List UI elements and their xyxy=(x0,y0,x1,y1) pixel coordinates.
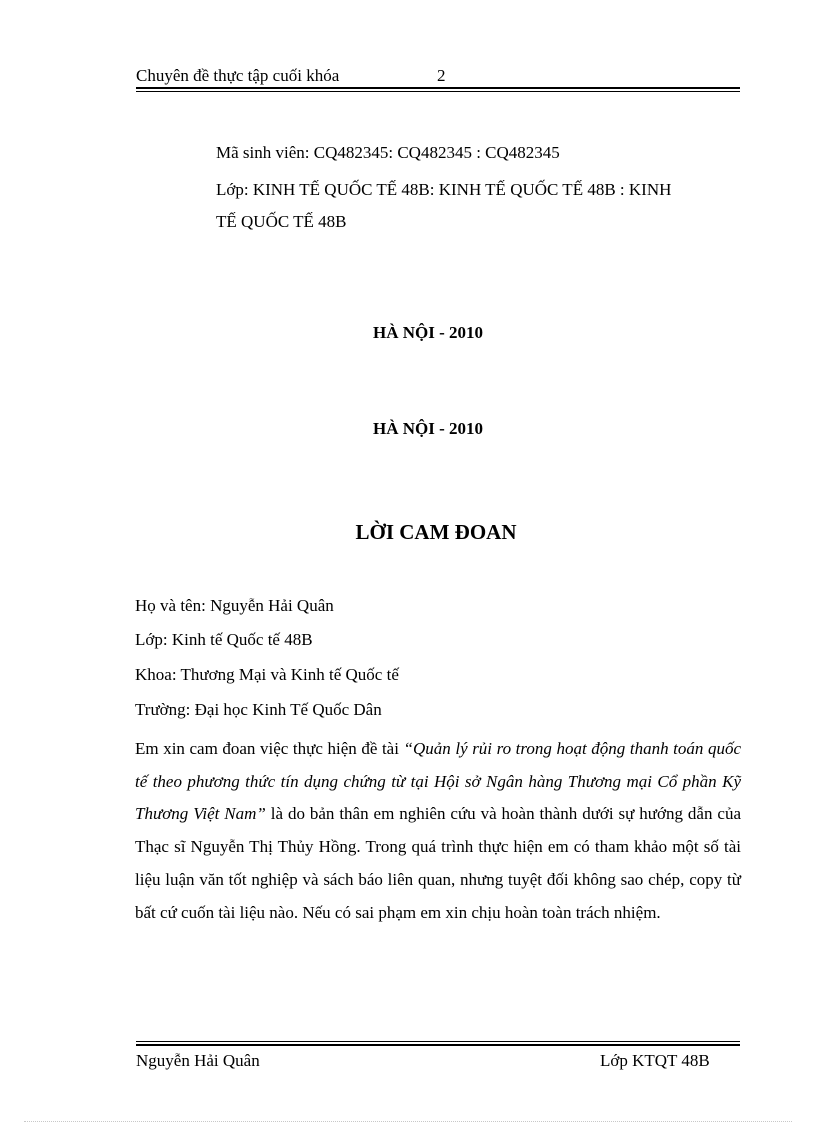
declaration-intro: Em xin cam đoan việc thực hiện đề tài xyxy=(135,739,404,758)
info-name: Họ và tên: Nguyễn Hải Quân xyxy=(135,596,334,615)
info-school: Trường: Đại học Kinh Tế Quốc Dân xyxy=(135,700,382,719)
header-rule-thick xyxy=(136,87,740,89)
declaration-topic: “Quản lý rủi ro trong hoạt động thanh toán quốc tế theo phương thức tín dụng chứng từ tại Hội sở Ngân hàng Thương mại Cổ phần Kỹ Thương Việt Nam” xyxy=(135,739,742,824)
place-date-1: HÀ NỘI - 2010 xyxy=(372,323,484,342)
header-rule-thin xyxy=(136,91,740,92)
student-id-line: Mã sinh viên: CQ482345: CQ482345 : CQ482345 xyxy=(216,143,560,162)
footer-rule-thick xyxy=(136,1044,740,1046)
info-class: Lớp: Kinh tế Quốc tế 48B xyxy=(135,630,313,649)
class-line-1: Lớp: KINH TẾ QUỐC TẾ 48B: KINH TẾ QUỐC TẾ 48B : KINH xyxy=(216,180,672,199)
section-title: LỜI CAM ĐOAN xyxy=(355,520,517,544)
page-number: 2 xyxy=(437,66,446,85)
place-date-2: HÀ NỘI - 2010 xyxy=(372,419,484,438)
declaration-body: là do bản thân em nghiên cứu và hoàn thành dưới sự hướng dẫn của Thạc sĩ Nguyễn Thị Thủy Hồng. Trong quá trình thực hiện em có tham khảo một số tài liệu luận văn tốt nghiệp và sách báo liên quan, nhưng tuyệt đối không sao chép, copy từ bất cứ cuốn tài liệu nào. Nếu có sai phạm em xin chịu hoàn toàn trách nhiệm. xyxy=(135,804,741,922)
footer-author: Nguyễn Hải Quân xyxy=(136,1051,260,1070)
class-line-2: TẾ QUỐC TẾ 48B xyxy=(216,212,347,231)
footer-rule-thin xyxy=(136,1041,740,1042)
page-edge-divider xyxy=(24,1121,792,1122)
footer-class: Lớp KTQT 48B xyxy=(600,1051,710,1070)
declaration-paragraph xyxy=(135,733,741,929)
header-title: Chuyên đề thực tập cuối khóa xyxy=(136,66,340,85)
info-faculty: Khoa: Thương Mại và Kinh tế Quốc tế xyxy=(135,665,399,684)
